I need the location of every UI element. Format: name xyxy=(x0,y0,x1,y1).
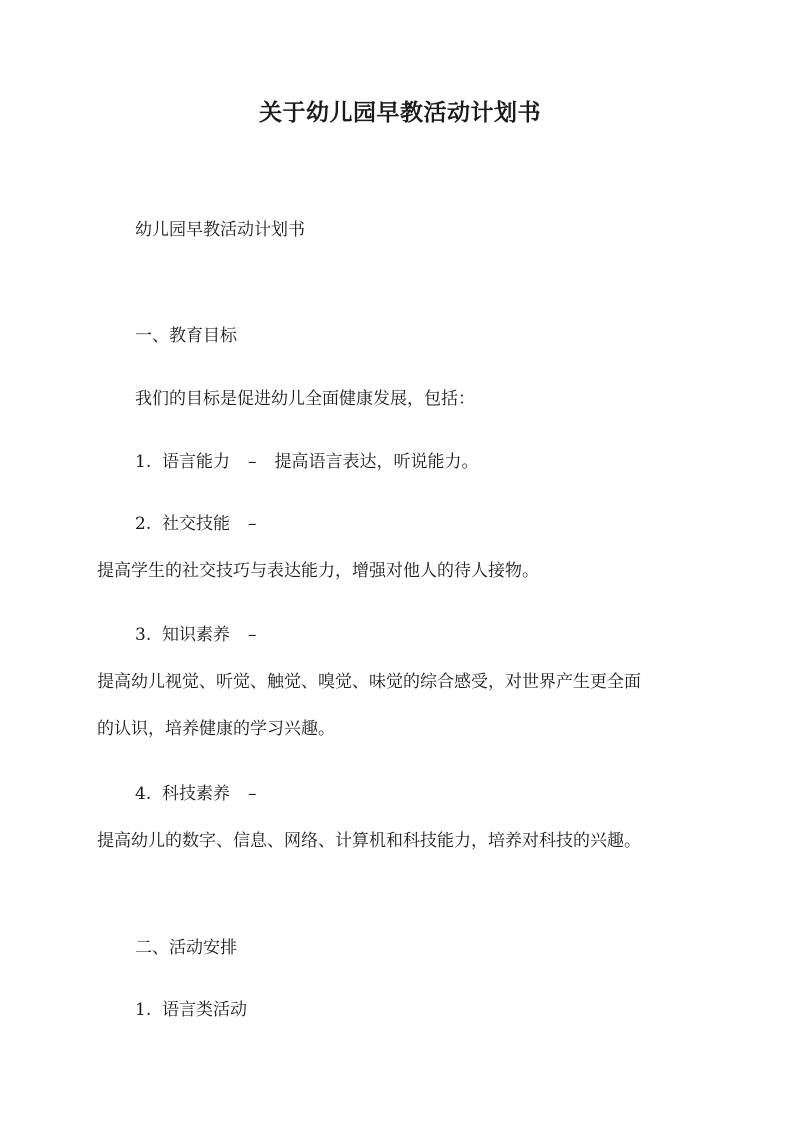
document-subtitle: 幼儿园早教活动计划书 xyxy=(135,220,305,240)
item-number: 2. xyxy=(135,514,152,534)
item-label: 知识素养 xyxy=(162,625,230,645)
item-description: 提高幼儿的数字、信息、网络、计算机和科技能力，培养对科技的兴趣。 xyxy=(97,831,641,851)
item-dash: – xyxy=(248,784,257,804)
list-item xyxy=(135,450,479,474)
list-item xyxy=(135,782,257,806)
item-number: 4. xyxy=(135,784,152,804)
item-label: 社交技能 xyxy=(162,514,230,534)
section1-intro: 我们的目标是促进幼儿全面健康发展，包括： xyxy=(135,389,475,409)
item-label: 科技素养 xyxy=(162,784,230,804)
item-description-line1: 提高幼儿视觉、听觉、触觉、嗅觉、味觉的综合感受，对世界产生更全面 xyxy=(97,672,641,692)
item-description: 提高学生的社交技巧与表达能力，增强对他人的待人接物。 xyxy=(97,561,539,581)
item-number: 3. xyxy=(135,625,152,645)
item-dash: – xyxy=(248,514,257,534)
document-title: 关于幼儿园早教活动计划书 xyxy=(259,99,541,126)
item-number: 1. xyxy=(135,1000,152,1020)
list-item xyxy=(135,512,257,536)
item-label: 语言类活动 xyxy=(162,1000,247,1020)
section1-heading: 一、教育目标 xyxy=(135,326,237,346)
item-label: 语言能力 xyxy=(162,452,230,472)
section2-heading: 二、活动安排 xyxy=(135,938,237,958)
item-dash: – xyxy=(248,452,257,472)
item-description: 提高语言表达，听说能力。 xyxy=(274,452,479,472)
item-description-line2: 的认识，培养健康的学习兴趣。 xyxy=(97,719,335,739)
item-number: 1. xyxy=(135,452,152,472)
list-item xyxy=(135,998,247,1022)
list-item xyxy=(135,623,257,647)
item-dash: – xyxy=(248,625,257,645)
